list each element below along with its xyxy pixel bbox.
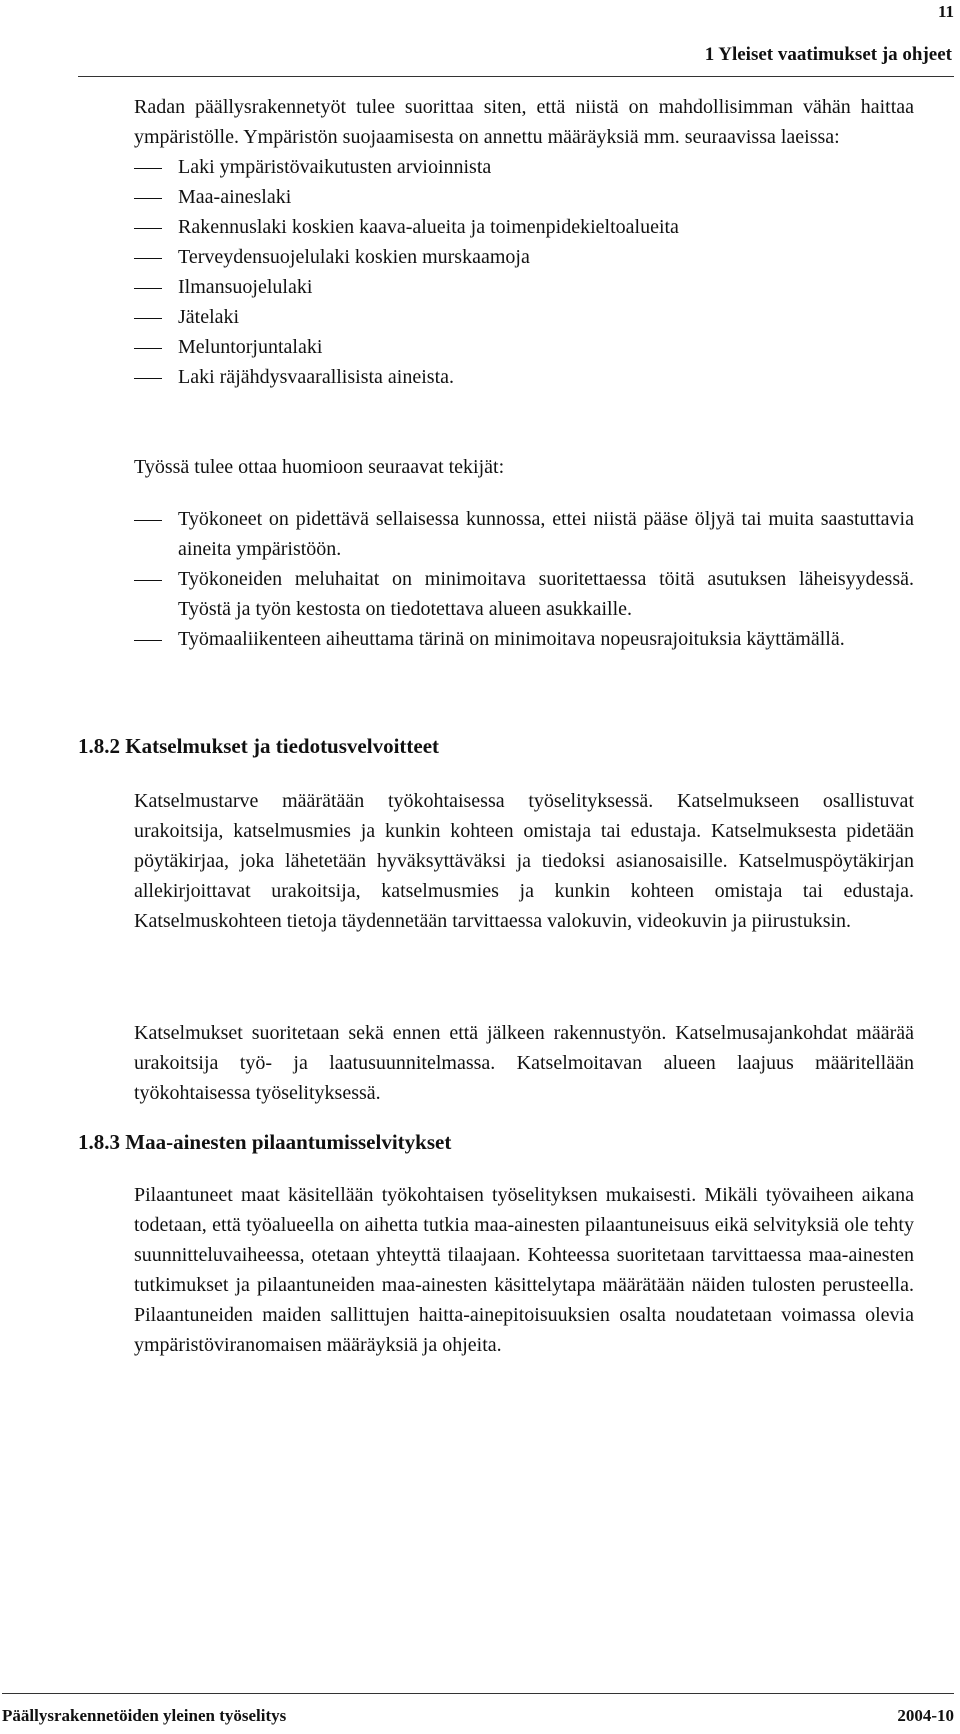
running-header: 1 Yleiset vaatimukset ja ohjeet — [704, 44, 952, 65]
section-heading-182: 1.8.2 Katselmukset ja tiedotusvelvoitteet — [78, 734, 440, 758]
law-item: Rakennuslaki koskien kaava-alueita ja toimenpidekieltoalueita — [134, 212, 914, 242]
law-item: Maa-aineslaki — [134, 182, 914, 212]
section-183-body — [134, 1180, 914, 1360]
section-182-body — [134, 786, 914, 936]
factor-item: Työkoneet on pidettävä sellaisessa kunnossa, ettei niistä pääse öljyä tai muita saastuttavia aineita ympäristöön. — [134, 504, 914, 564]
factor-item: Työmaaliikenteen aiheuttama tärinä on minimoitava nopeusrajoituksia käyttämällä. — [134, 624, 914, 654]
intro-block — [134, 92, 914, 392]
footer-document-title: Päällysrakennetöiden yleinen työselitys — [2, 1706, 287, 1725]
law-item: Meluntorjuntalaki — [134, 332, 914, 362]
law-item: Laki räjähdysvaarallisista aineista. — [134, 362, 914, 392]
section-182-paragraph-1: Katselmustarve määrätään työkohtaisessa työselityksessä. Katselmukseen osallistuvat urakoitsija, katselmusmies ja kunkin kohteen omistaja tai edustaja. Katselmuksesta pidetään pöytäkirjaa, joka lähetetään hyväksyttäväksi ja tiedoksi asianosaisille. Katselmuspöytäkirjan allekirjoittavat urakoitsija, katselmusmies ja kunkin kohteen omistaja tai edustaja. Katselmuskohteen tietoja täydennetään tarvittaessa valokuvin, videokuvin ja piirustuksin. — [134, 790, 914, 932]
section-182-body-2 — [134, 1018, 914, 1108]
factors-list-block — [134, 504, 914, 654]
law-item: Terveydensuojelulaki koskien murskaamoja — [134, 242, 914, 272]
page-number: 11 — [937, 2, 954, 21]
factors-list — [134, 504, 914, 654]
law-item: Jätelaki — [134, 302, 914, 332]
law-item: Ilmansuojelulaki — [134, 272, 914, 302]
intro-paragraph: Radan päällysrakennetyöt tulee suorittaa siten, että niistä on mahdollisimman vähän haittaa ympäristölle. Ympäristön suojaamisesta on annettu määräyksiä mm. seuraavissa laeissa: — [134, 96, 914, 148]
footer-rule — [2, 1693, 954, 1694]
section-heading-183: 1.8.3 Maa-ainesten pilaantumisselvitykset — [78, 1130, 452, 1154]
factor-item: Työkoneiden meluhaitat on minimoitava suoritettaessa töitä asutuksen läheisyydessä. Työstä ja työn kestosta on tiedotettava alueen asukkaille. — [134, 564, 914, 624]
laws-list — [134, 152, 914, 392]
law-item: Laki ympäristövaikutusten arvioinnista — [134, 152, 914, 182]
section-182-paragraph-2: Katselmukset suoritetaan sekä ennen että jälkeen rakennustyön. Katselmusajankohdat määrää urakoitsija työ- ja laatusuunnitelmassa. Katselmoitavan alueen laajuus määritellään työkohtaisessa työselityksessä. — [134, 1022, 914, 1104]
section-183-paragraph: Pilaantuneet maat käsitellään työkohtaisen työselityksen mukaisesti. Mikäli työvaiheen aikana todetaan, että työalueella on aihetta tutkia maa-ainesten pilaantuneisuus eikä selvityksiä ole tehty suunnitteluvaiheessa, otetaan yhteyttä tilaajaan. Kohteessa suoritetaan tarvittaessa maa-ainesten tutkimukset ja pilaantuneiden maa-ainesten käsittelytapa määrätään näiden tulosten perusteella. Pilaantuneiden maiden sallittujen haitta-ainepitoisuuksien osalta noudatetaan voimassa olevia ympäristöviranomaisen määräyksiä ja ohjeita. — [134, 1184, 914, 1356]
factors-block — [134, 452, 914, 482]
footer-date: 2004-10 — [897, 1706, 954, 1725]
header-rule — [78, 76, 954, 77]
factors-intro: Työssä tulee ottaa huomioon seuraavat tekijät: — [134, 456, 505, 478]
